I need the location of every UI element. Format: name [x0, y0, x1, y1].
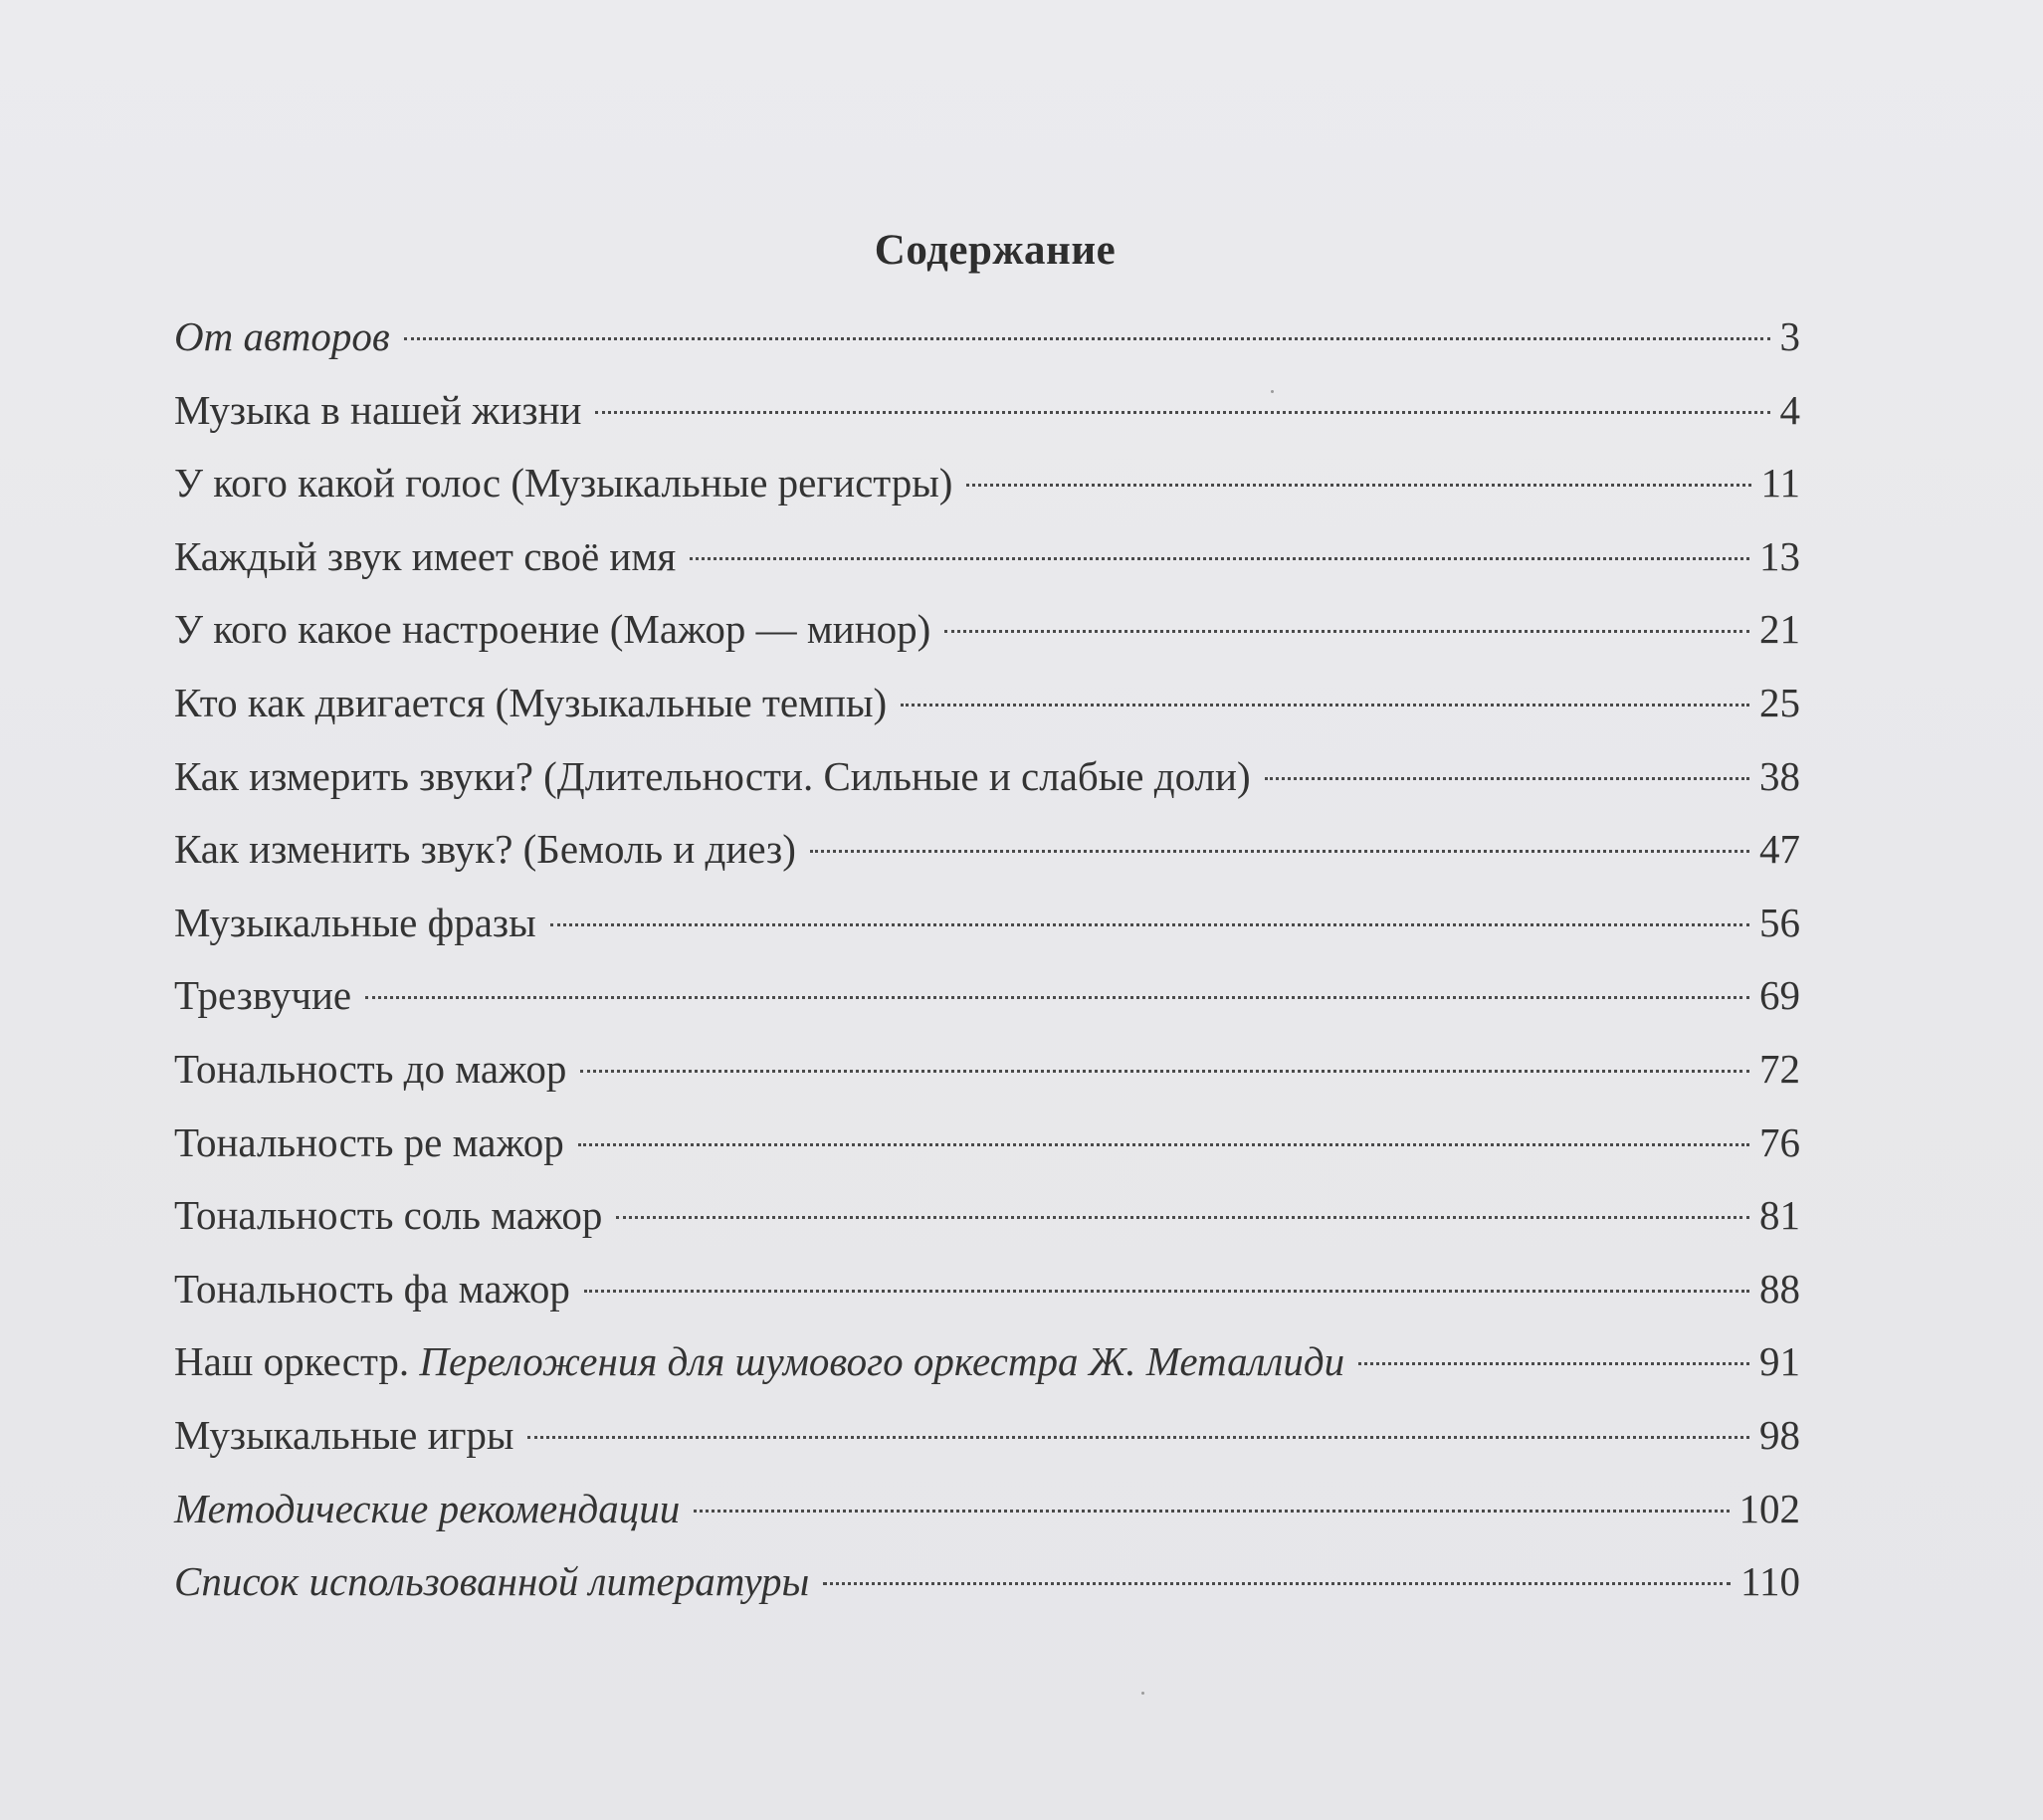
toc-dot-leader — [690, 557, 1749, 560]
toc-entry-page: 21 — [1759, 606, 1800, 653]
toc-entry-label: Трезвучие — [174, 972, 352, 1019]
toc-entry-page: 102 — [1738, 1485, 1800, 1531]
toc-entry — [174, 447, 1800, 520]
toc-entry-label: Тональность фа мажор — [174, 1265, 570, 1312]
toc-entry — [174, 1033, 1800, 1107]
toc-list — [174, 301, 1800, 1619]
toc-entry — [174, 1473, 1800, 1546]
toc-entry — [174, 1545, 1800, 1619]
paper-speck — [1141, 1692, 1144, 1695]
toc-entry-page: 47 — [1759, 826, 1800, 873]
toc-entry — [174, 813, 1800, 887]
toc-entry-page: 76 — [1759, 1118, 1800, 1165]
toc-entry-page: 3 — [1779, 313, 1800, 359]
toc-entry-page: 25 — [1759, 679, 1800, 725]
toc-entry — [174, 667, 1800, 740]
toc-dot-leader — [810, 850, 1749, 853]
toc-dot-leader — [595, 411, 1769, 414]
paper-speck — [1271, 390, 1274, 393]
toc-entry-page: 98 — [1759, 1411, 1800, 1458]
toc-dot-leader — [404, 337, 1770, 340]
toc-entry — [174, 1253, 1800, 1326]
toc-entry — [174, 887, 1800, 960]
toc-dot-leader — [527, 1436, 1749, 1439]
toc-entry-page: 4 — [1779, 386, 1800, 433]
toc-entry-label: У кого какой голос (Музыкальные регистры) — [174, 460, 953, 506]
toc-dot-leader — [550, 923, 1749, 926]
toc-entry-label: Тональность ре мажор — [174, 1118, 564, 1165]
toc-entry-label: Список использованной литературы — [174, 1558, 810, 1605]
toc-entry-label: Музыкальные фразы — [174, 899, 536, 945]
toc-entry-label: Наш оркестр. Переложения для шумового оркестра Ж. Металлиди — [174, 1338, 1345, 1385]
toc-title: Содержание — [874, 227, 1117, 274]
toc-entry — [174, 740, 1800, 814]
toc-dot-leader — [944, 630, 1749, 633]
toc-entry-page: 69 — [1759, 972, 1800, 1019]
toc-entry — [174, 301, 1800, 374]
toc-entry-label: Музыка в нашей жизни — [174, 386, 582, 433]
toc-entry-label: Кто как двигается (Музыкальные темпы) — [174, 679, 888, 725]
toc-dot-leader — [365, 996, 1749, 999]
toc-entry-label: Как изменить звук? (Бемоль и диез) — [174, 826, 796, 873]
toc-entry-page: 91 — [1759, 1338, 1800, 1385]
toc-entry-label: Методические рекомендации — [174, 1485, 681, 1531]
toc-entry — [174, 959, 1800, 1033]
toc-entry-label: У кого какое настроение (Мажор — минор) — [174, 606, 931, 653]
toc-dot-leader — [966, 484, 1750, 487]
toc-entry-page: 81 — [1759, 1192, 1800, 1239]
toc-entry — [174, 374, 1800, 448]
toc-entry — [174, 1107, 1800, 1180]
toc-entry — [174, 1325, 1800, 1399]
toc-entry-label: Музыкальные игры — [174, 1411, 514, 1458]
toc-entry-label: Как измерить звуки? (Длительности. Сильные и слабые доли) — [174, 752, 1251, 799]
toc-dot-leader — [584, 1290, 1749, 1293]
toc-dot-leader — [823, 1582, 1731, 1585]
toc-dot-leader — [616, 1216, 1749, 1219]
toc-dot-leader — [901, 704, 1749, 707]
toc-entry-page: 13 — [1759, 532, 1800, 579]
toc-dot-leader — [578, 1143, 1749, 1146]
toc-entry — [174, 520, 1800, 594]
toc-entry-page: 88 — [1759, 1265, 1800, 1312]
toc-dot-leader — [694, 1510, 1729, 1513]
toc-dot-leader — [1265, 777, 1749, 780]
toc-entry-label: Тональность до мажор — [174, 1045, 567, 1092]
toc-entry-page: 38 — [1759, 752, 1800, 799]
toc-entry-label: От авторов — [174, 313, 390, 359]
toc-entry — [174, 1399, 1800, 1473]
toc-entry — [174, 593, 1800, 667]
toc-entry-label: Каждый звук имеет своё имя — [174, 532, 677, 579]
toc-dot-leader — [1358, 1362, 1749, 1365]
toc-entry-page: 72 — [1759, 1045, 1800, 1092]
toc-entry-page: 11 — [1760, 460, 1800, 506]
toc-dot-leader — [580, 1070, 1749, 1073]
toc-entry-label: Тональность соль мажор — [174, 1192, 603, 1239]
toc-entry-page: 110 — [1740, 1558, 1800, 1605]
toc-entry — [174, 1179, 1800, 1253]
toc-entry-page: 56 — [1759, 899, 1800, 945]
